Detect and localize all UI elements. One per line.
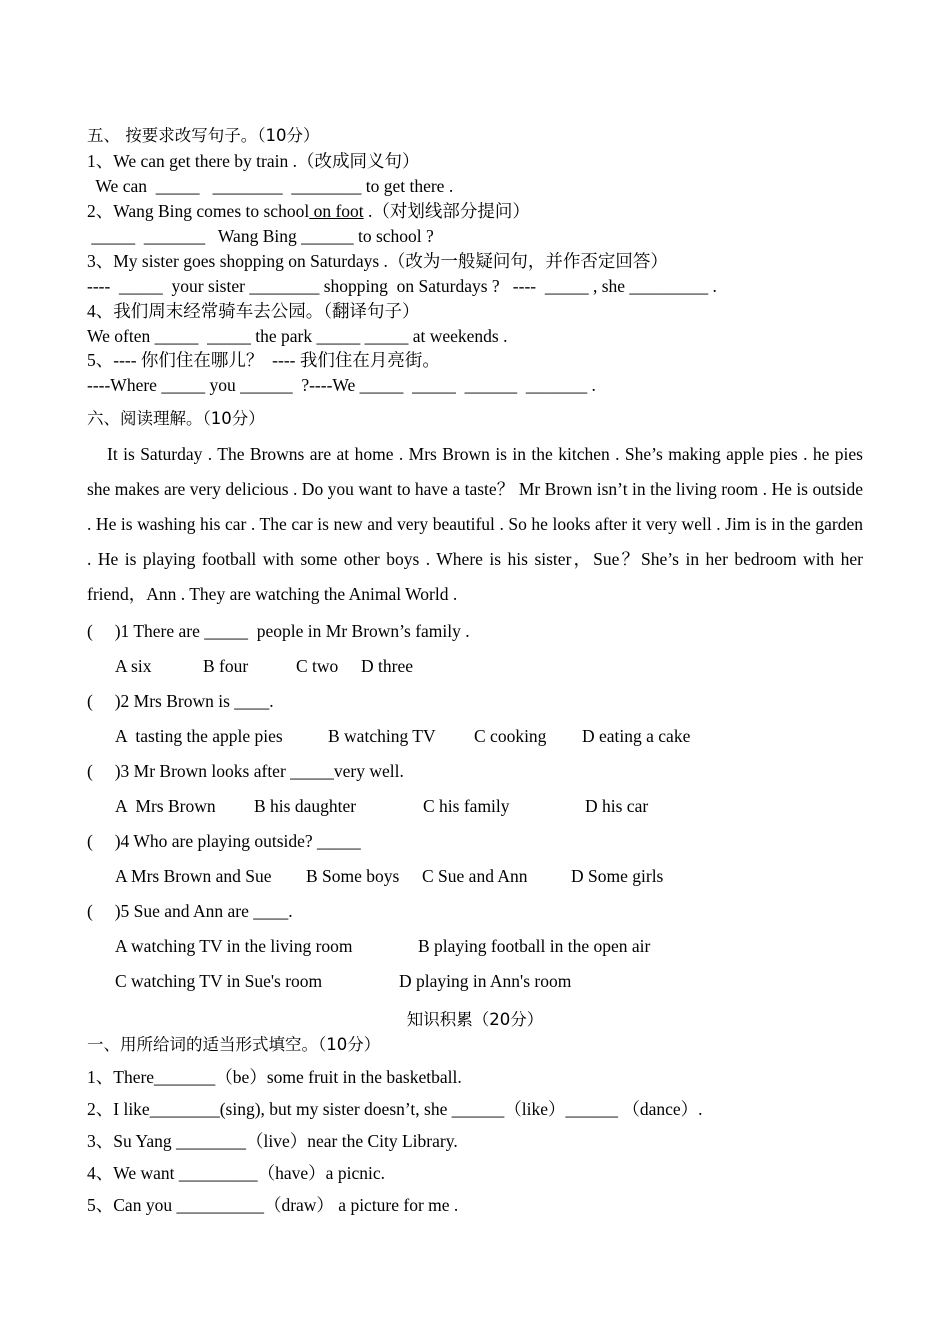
question-5: 5、---- 你们住在哪儿？ ---- 我们住在月亮街。 <box>87 350 440 370</box>
fill-item-1: 1、There_______（be）some fruit in the basketball. <box>87 1067 462 1087</box>
option-d: D three <box>361 656 413 676</box>
underlined-phrase: on foot <box>309 201 364 221</box>
reading-passage: It is Saturday . The Browns are at home . Mrs Brown is in the kitchen . She’s making apple pies . he pies she makes are very delicious . Do you want to have a taste？ Mr Brown isn’t in the living room . He is outside . He is washing his car . The car is new and very beautiful . So he looks after it very well . Jim is in the garden . He is playing football with some other boys . Where is his sister，Sue？She’s in her bedroom with her friend，Ann . They are watching the Animal World . <box>87 444 863 604</box>
option-d: D Some girls <box>571 866 664 886</box>
fill-item-2: 2、I like________(sing), but my sister doesn’t, she ______（like）______ （dance）. <box>87 1099 703 1119</box>
option-b: B his daughter <box>254 796 357 816</box>
section-six-title: 六、阅读理解。（10分） <box>87 409 265 428</box>
knowledge-title: 知识积累（20分） <box>406 1010 544 1029</box>
question-5-answer: ----Where _____ you ______ ?----We _____ _____ ______ _______ . <box>87 375 596 395</box>
option-c: C watching TV in Sue's room <box>115 971 323 991</box>
question-1-answer: We can _____ ________ ________ to get there . <box>87 176 454 196</box>
option-c: C cooking <box>474 726 547 746</box>
question-4: 4、我们周末经常骑车去公园。（翻译句子） <box>87 301 420 321</box>
option-a: A watching TV in the living room <box>115 936 353 956</box>
option-c: C his family <box>423 796 510 816</box>
option-c: C two <box>296 656 339 676</box>
option-b: B four <box>203 656 249 676</box>
reading-question-3: ( )3 Mr Brown looks after _____very well. <box>87 761 404 781</box>
reading-question-1: ( )1 There are _____ people in Mr Brown’s family . <box>87 621 470 641</box>
question-3: 3、My sister goes shopping on Saturdays .（改为一般疑问句，并作否定回答） <box>87 251 668 271</box>
option-d: D eating a cake <box>582 726 691 746</box>
option-b: B playing football in the open air <box>418 936 651 956</box>
question-2-instruction: .（对划线部分提问） <box>363 201 530 221</box>
option-a: A Mrs Brown <box>115 796 216 816</box>
question-2 <box>87 200 530 222</box>
question-2-text: 2、Wang Bing comes to school <box>87 201 310 221</box>
question-1: 1、We can get there by train .（改成同义句） <box>87 151 420 171</box>
option-a: A Mrs Brown and Sue <box>115 866 272 886</box>
option-b: B Some boys <box>306 866 400 886</box>
option-b: B watching TV <box>328 726 436 746</box>
option-a: A tasting the apple pies <box>115 726 283 746</box>
question-3-answer: ---- _____ your sister ________ shopping on Saturdays ? ---- _____ , she _________ . <box>87 276 717 296</box>
reading-question-2: ( )2 Mrs Brown is ____. <box>87 691 274 711</box>
option-a: A six <box>115 656 152 676</box>
section-five-title: 五、 按要求改写句子。（10分） <box>87 126 320 145</box>
question-4-answer: We often _____ _____ the park _____ _____ at weekends . <box>87 326 508 346</box>
option-d: D playing in Ann's room <box>399 971 572 991</box>
question-2-answer: _____ _______ Wang Bing ______ to school ? <box>87 226 434 246</box>
reading-question-5: ( )5 Sue and Ann are ____. <box>87 901 293 921</box>
fill-item-4: 4、We want _________（have）a picnic. <box>87 1163 385 1183</box>
fill-item-5: 5、Can you __________（draw） a picture for me . <box>87 1195 459 1215</box>
option-c: C Sue and Ann <box>422 866 528 886</box>
option-d: D his car <box>585 796 649 816</box>
fill-item-3: 3、Su Yang ________（live）near the City Library. <box>87 1131 458 1151</box>
reading-question-4: ( )4 Who are playing outside? _____ <box>87 831 361 851</box>
fill-in-title: 一、用所给词的适当形式填空。（10分） <box>87 1035 381 1054</box>
